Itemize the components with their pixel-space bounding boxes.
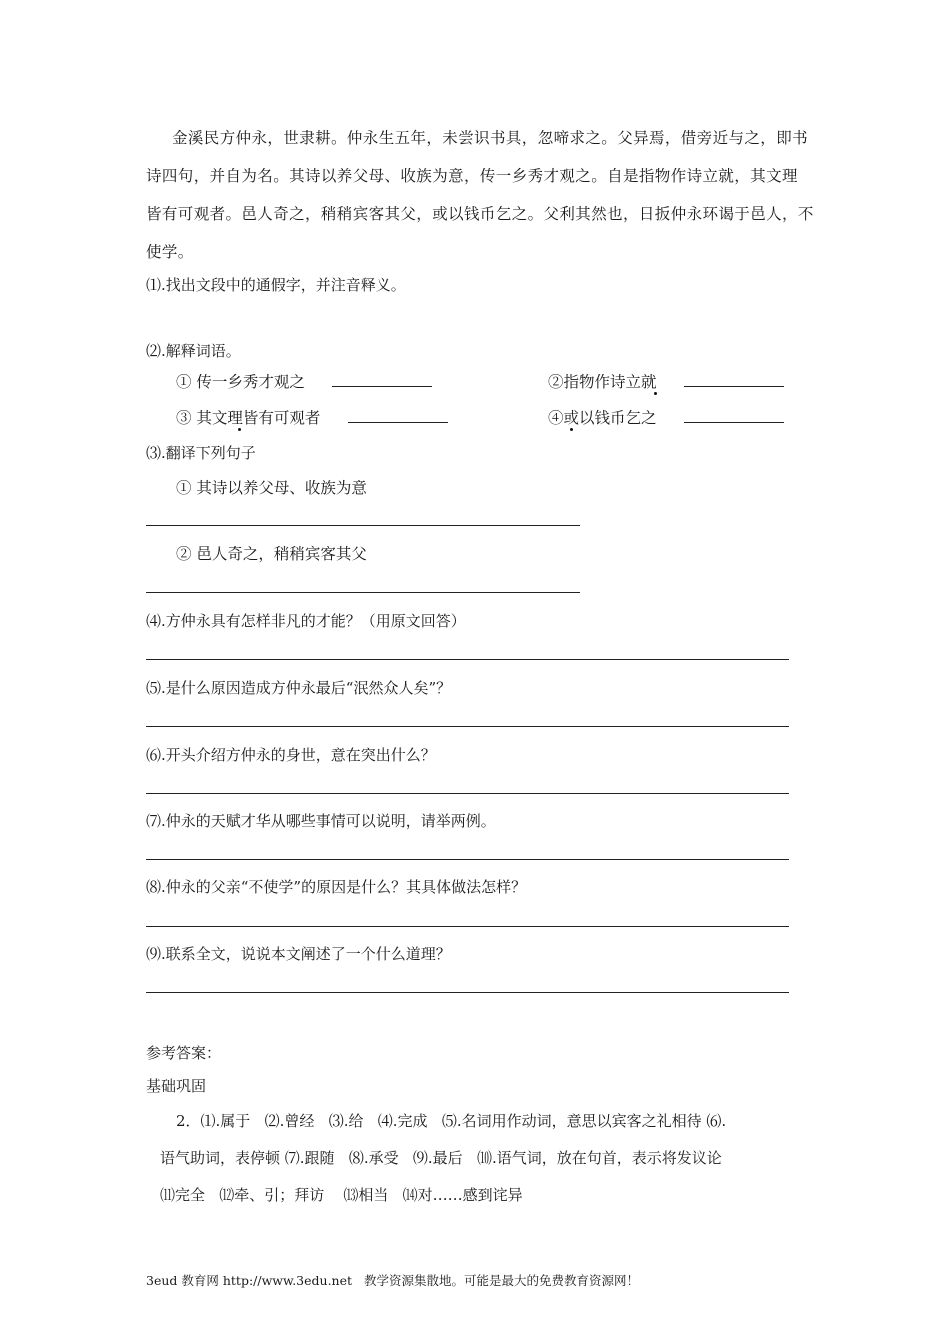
question-5: ⑸.是什么原因造成方仲永最后“泯然众人矣”？	[146, 679, 452, 697]
q2-item-4-blank[interactable]	[684, 422, 784, 423]
q6-answer-line[interactable]	[146, 793, 789, 794]
q2-item-1-blank[interactable]	[332, 386, 432, 387]
q2-item-4: ④或以钱币乞之	[548, 409, 657, 427]
question-3-title: ⑶.翻译下列句子	[146, 444, 256, 462]
q3-item-1-answer-line[interactable]	[146, 525, 580, 526]
page-footer: 3eud 教育网 http://www.3edu.net 教学资源集散地。可能是最大的免费教育资源网！	[146, 1273, 639, 1288]
emphasis-dot	[238, 428, 241, 431]
question-1: ⑴.找出文段中的通假字，并注音释义。	[146, 276, 406, 294]
passage-line-2: 诗四句，并自为名。其诗以养父母、收族为意，传一乡秀才观之。自是指物作诗立就，其文理	[146, 167, 798, 185]
answers-line-1: 2．⑴.属于 ⑵.曾经 ⑶.给 ⑷.完成 ⑸.名词用作动词，意思以宾客之礼相待 ⑹.	[176, 1112, 727, 1130]
q2-item-1: ① 传一乡秀才观之	[176, 373, 305, 391]
answers-line-2: 语气助词，表停顿 ⑺.跟随 ⑻.承受 ⑼.最后 ⑽.语气词，放在句首，表示将发议论	[160, 1149, 722, 1167]
q3-item-2-answer-line[interactable]	[146, 592, 580, 593]
passage-line-1: 金溪民方仲永，世隶耕。仲永生五年，未尝识书具，忽啼求之。父异焉，借旁近与之，即书	[172, 129, 809, 147]
emphasis-dot	[570, 428, 573, 431]
q9-answer-line[interactable]	[146, 992, 789, 993]
q2-item-3: ③ 其文理皆有可观者	[176, 409, 321, 427]
q4-answer-line[interactable]	[146, 659, 789, 660]
q2-item-2-blank[interactable]	[684, 386, 784, 387]
question-2-title: ⑵.解释词语。	[146, 342, 241, 360]
passage-line-3: 皆有可观者。邑人奇之，稍稍宾客其父，或以钱币乞之。父利其然也，日扳仲永环谒于邑人，不	[146, 205, 814, 223]
q3-item-1: ① 其诗以养父母、收族为意	[176, 479, 367, 497]
q5-answer-line[interactable]	[146, 726, 789, 727]
q2-item-2: ②指物作诗立就	[548, 373, 657, 391]
passage-line-4: 使学。	[146, 243, 194, 261]
q2-item-3-blank[interactable]	[348, 422, 448, 423]
answers-heading: 参考答案：	[146, 1044, 222, 1062]
q3-item-2: ② 邑人奇之，稍稍宾客其父	[176, 545, 367, 563]
question-4: ⑷.方仲永具有怎样非凡的才能？（用原文回答）	[146, 612, 466, 630]
answers-section: 基础巩固	[146, 1077, 207, 1095]
answers-line-3: ⑾完全 ⑿牵、引；拜访 ⒀相当 ⒁对……感到诧异	[160, 1186, 523, 1204]
question-7: ⑺.仲永的天赋才华从哪些事情可以说明，请举两例。	[146, 812, 496, 830]
q7-answer-line[interactable]	[146, 859, 789, 860]
q8-answer-line[interactable]	[146, 926, 789, 927]
question-8: ⑻.仲永的父亲“不使学”的原因是什么？其具体做法怎样？	[146, 878, 527, 896]
emphasis-dot	[654, 392, 657, 395]
question-6: ⑹.开头介绍方仲永的身世，意在突出什么？	[146, 746, 436, 764]
question-9: ⑼.联系全文，说说本文阐述了一个什么道理？	[146, 945, 451, 963]
